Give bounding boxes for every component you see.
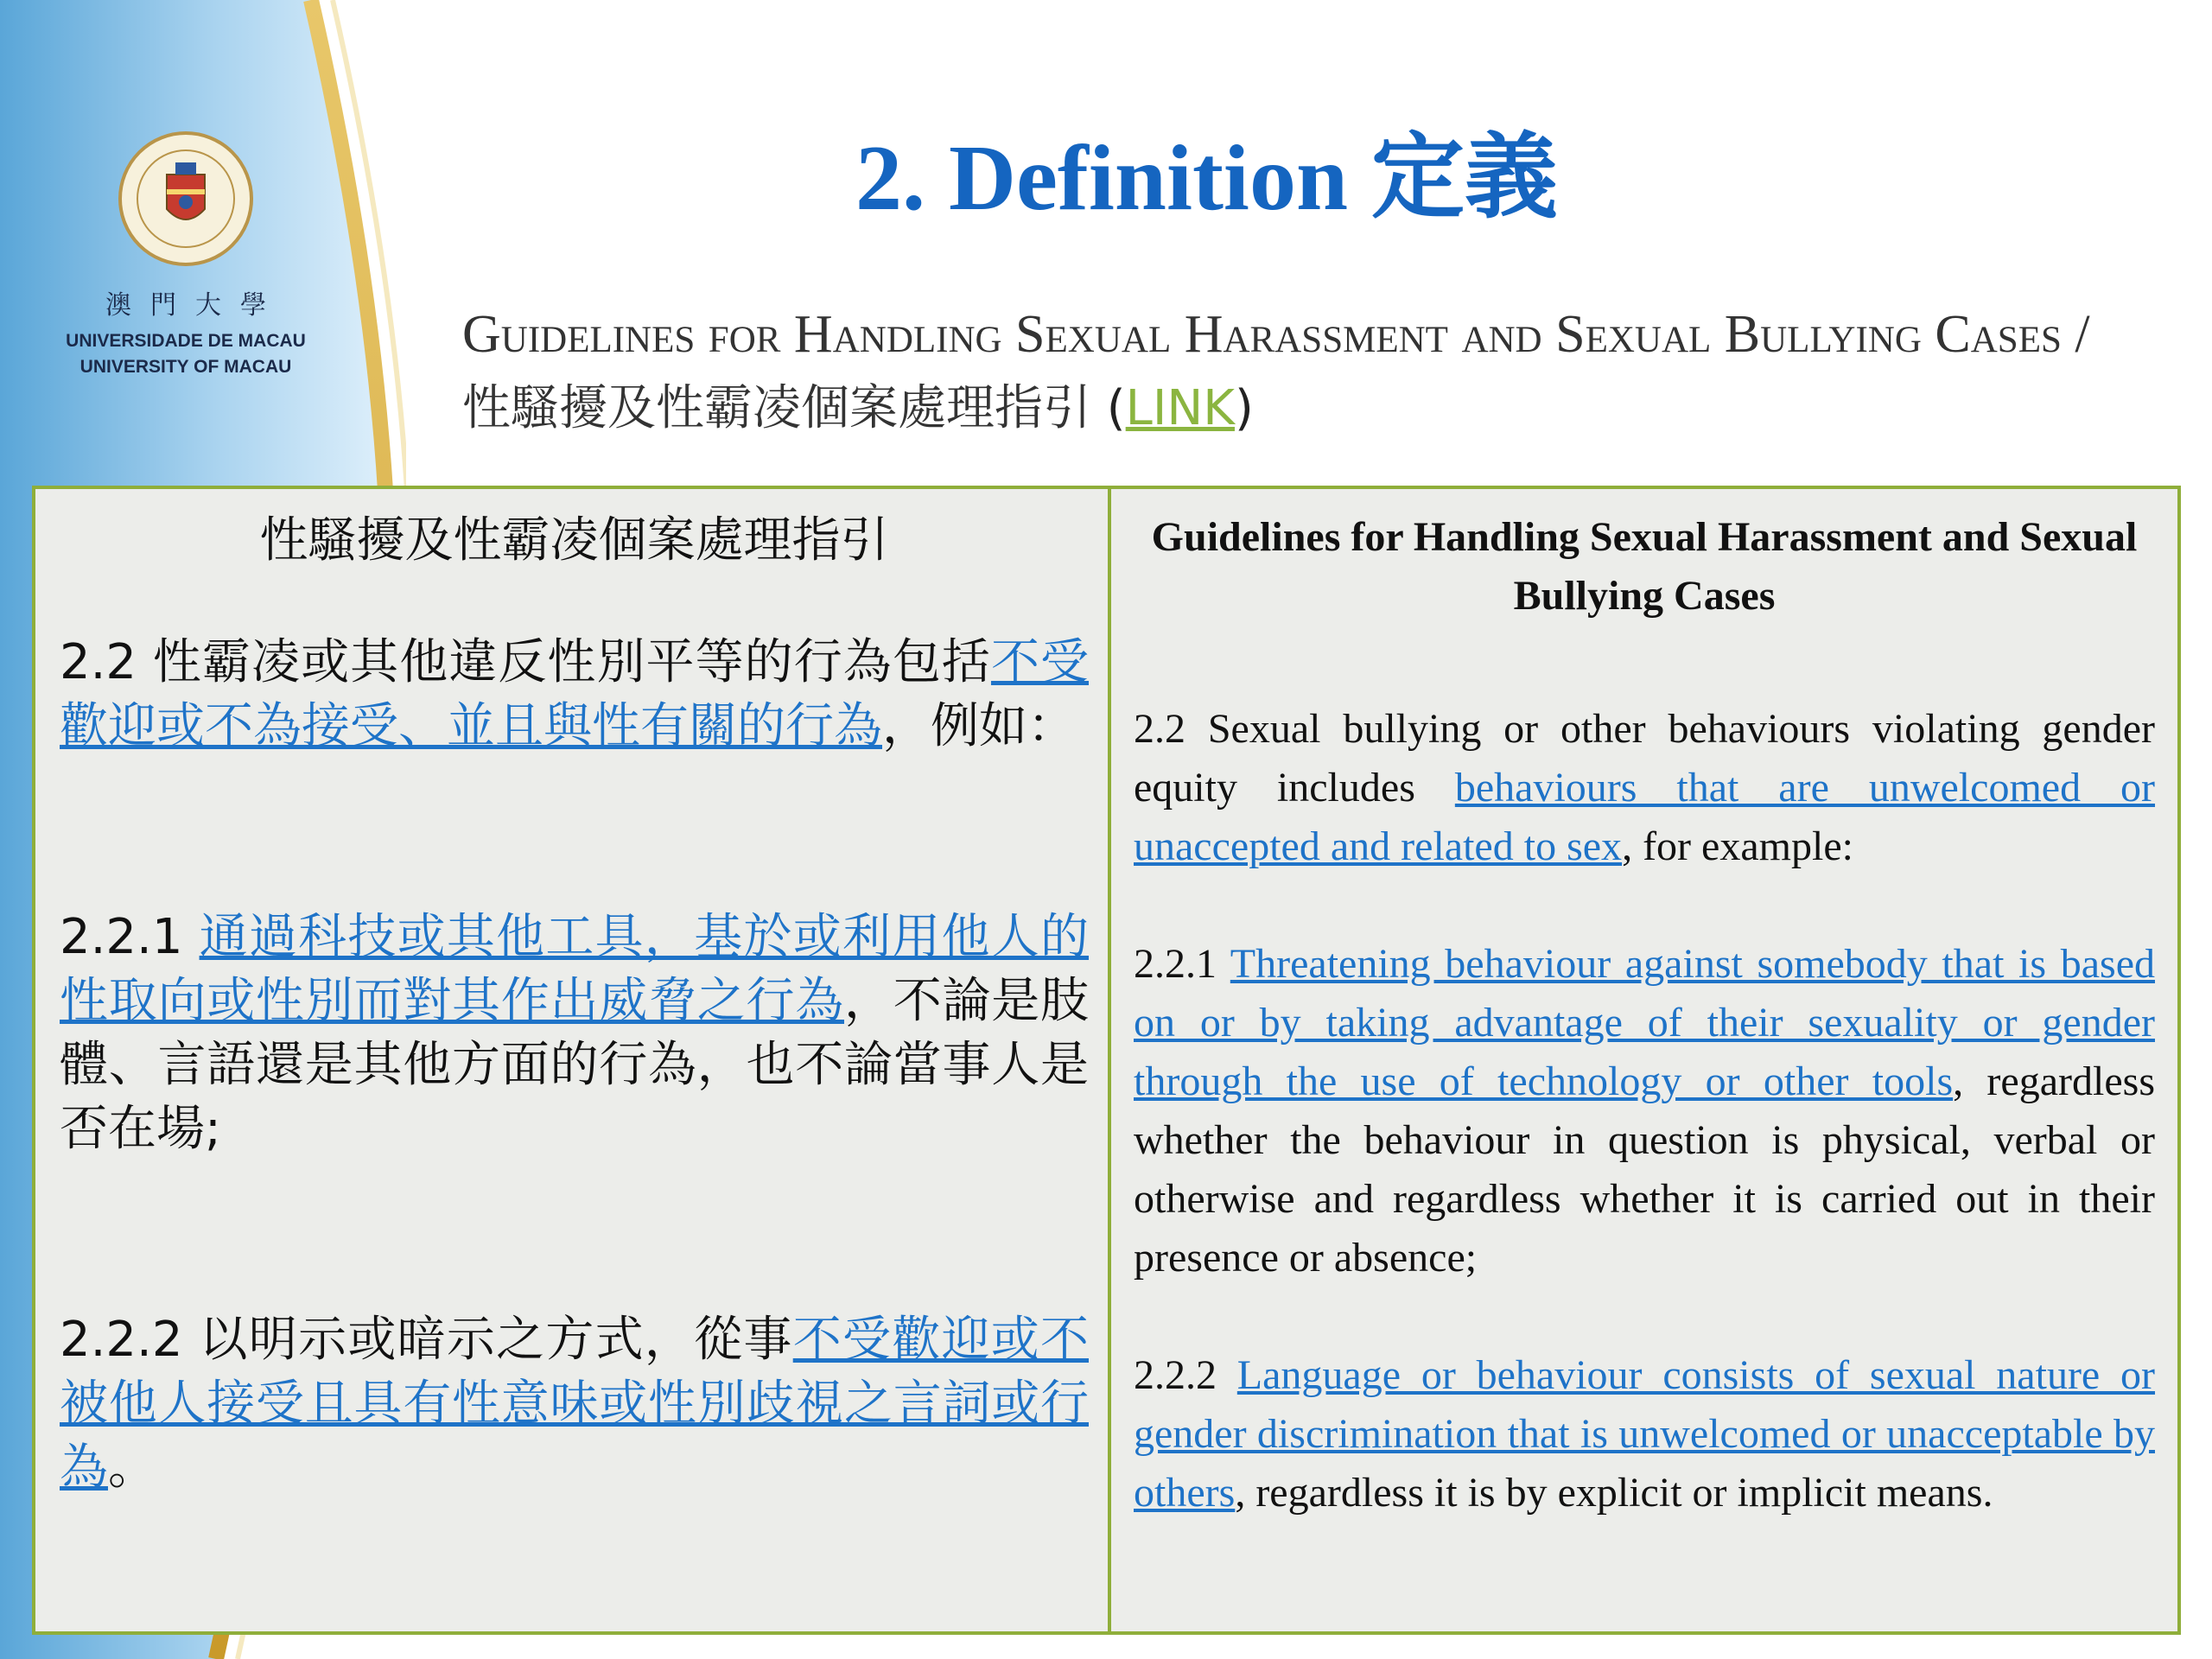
subtitle-open-paren: ( <box>1091 380 1126 436</box>
chinese-column-heading: 性騷擾及性霸凌個案處理指引 <box>259 512 889 569</box>
university-chinese-name: 澳門大學 <box>105 290 285 321</box>
english-section-2-2-1 <box>1134 935 2155 1287</box>
text: ，不論是肢體、言語還是其他方面的行為，也不論當事人是否在場; <box>60 973 1089 1157</box>
text: , regardless whether the behaviour in question is physical, verbal or otherwise and regardless whether it is carried out in their presence or absence; <box>1134 1058 2155 1281</box>
english-section-2-2-2 <box>1134 1346 2155 1522</box>
text: 2.2 性霸凌或其他違反性別平等的行為包括 <box>60 634 991 690</box>
english-section-2-2-highlight: behaviours that are unwelcomed or unaccepted and related to sex <box>1134 765 2156 869</box>
subtitle-chinese: 性騷擾及性霸凌個案處理指引 <box>462 380 1091 436</box>
english-column-heading: Guidelines for Handling Sexual Harassment and Sexual Bullying Cases <box>1151 514 2138 619</box>
text: 2.2 Sexual bullying or other behaviours violating gender equity includes <box>1134 706 2155 810</box>
chinese-section-2-2-1-highlight: 通過科技或其他工具，基於或利用他人的性取向或性別而對其作出威脅之行為 <box>60 909 1090 1029</box>
text: 2.2.1 <box>60 909 200 965</box>
comparison-table <box>32 486 2181 1635</box>
chinese-section-2-2 <box>60 631 1089 759</box>
text: , regardless it is by explicit or implicit means. <box>1235 1470 1993 1516</box>
english-section-2-2 <box>1134 700 2155 876</box>
subtitle-english: Guidelines for Handling Sexual Harassment and Sexual Bullying Cases <box>462 305 2062 364</box>
english-section-2-2-2-highlight: Language or behaviour consists of sexual nature or gender discrimination that is unwelcomed or unacceptable by others <box>1134 1352 2156 1516</box>
chinese-column <box>35 489 1111 1631</box>
chinese-section-2-2-2 <box>60 1308 1089 1500</box>
subtitle-separator: / <box>2061 305 2090 364</box>
text: ，例如： <box>882 698 1076 754</box>
subtitle-close-paren: ) <box>1234 380 1254 436</box>
chinese-section-2-2-highlight: 不受歡迎或不為接受、並且與性有關的行為 <box>60 634 1090 754</box>
text: , for example: <box>1622 823 1853 869</box>
text: 2.2.2 <box>1134 1352 1237 1398</box>
university-logo <box>43 130 328 380</box>
slide-subtitle <box>462 298 2104 445</box>
guidelines-link[interactable]: LINK <box>1125 380 1235 436</box>
slide-title: 2. Definition 定義 <box>855 127 1559 230</box>
chinese-section-2-2-2-highlight: 不受歡迎或不被他人接受且具有性意味或性別歧視之言詞或行為 <box>60 1312 1089 1496</box>
text: 。 <box>108 1440 156 1496</box>
chinese-section-2-2-1 <box>60 906 1089 1161</box>
english-section-2-2-1-highlight: Threatening behaviour against somebody that is based on or by taking advantage of their sexuality or gender through the use of technology or other tools <box>1134 941 2155 1104</box>
university-portuguese-name: UNIVERSIDADE DE MACAU <box>66 331 306 351</box>
university-english-name: UNIVERSITY OF MACAU <box>79 357 292 377</box>
university-seal-icon <box>117 130 255 268</box>
english-column <box>1111 489 2177 1631</box>
text: 2.2.1 <box>1134 941 1230 987</box>
text: 2.2.2 以明示或暗示之方式，從事 <box>60 1312 793 1368</box>
